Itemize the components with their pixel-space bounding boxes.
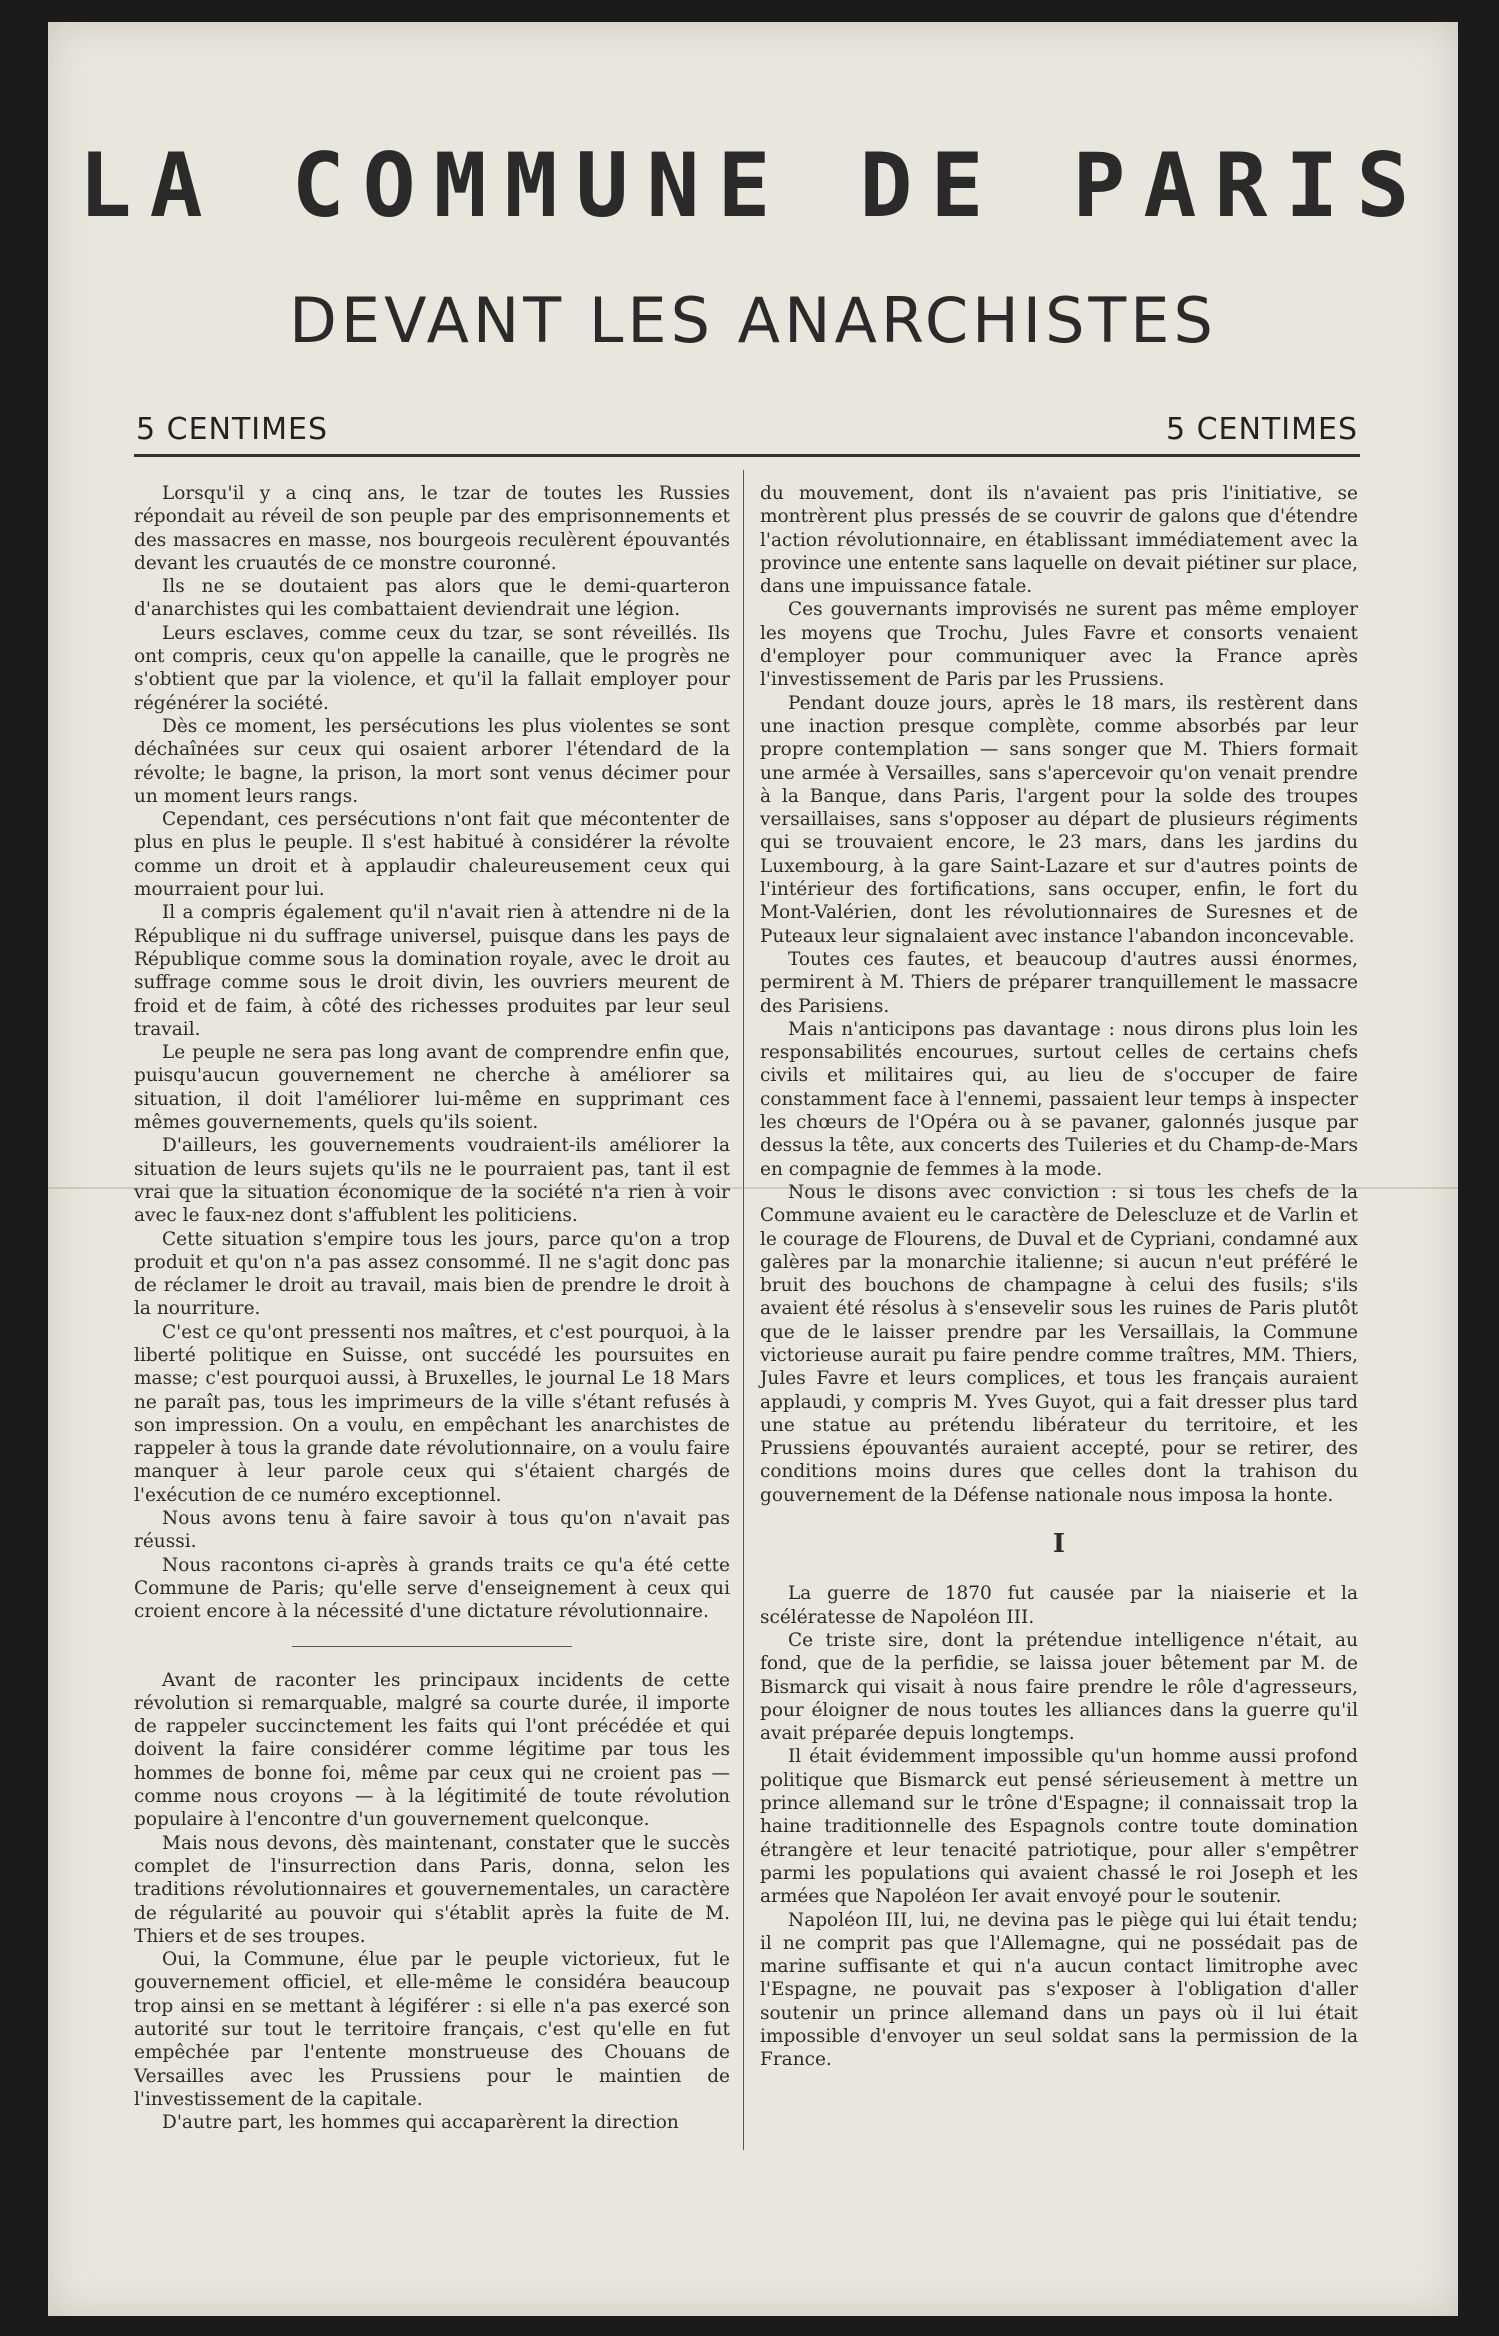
article-paragraph: Leurs esclaves, comme ceux du tzar, se sont réveillés. Ils ont compris, ceux qu'on appelle la canaille, que le progrès ne s'obtient que par la violence, et qu'il la fallait employer pour régénérer la société. <box>134 622 730 714</box>
article-paragraph: Napoléon III, lui, ne devina pas le piège qui lui était tendu; il ne comprit pas que l'Allemagne, qui ne possédait pas de marine suffisante et qui n'a aucun contact limitrophe avec l'Espagne, ne pouvait pas s'exposer à l'obligation d'aller soutenir un prince allemand dans un pays où il lui était impossible d'envoyer un seul soldat sans la permission de la France. <box>760 1909 1358 2071</box>
section-separator <box>292 1646 572 1647</box>
article-paragraph: Cependant, ces persécutions n'ont fait que mécontenter de plus en plus le peuple. Il s'est habitué à considérer la révolte comme un droit et à applaudir chaleureusement ceux qui mourraient pour lui. <box>134 809 730 901</box>
article-paragraph: Nous avons tenu à faire savoir à tous qu'on n'avait pas réussi. <box>134 1508 730 1553</box>
article-paragraph: D'ailleurs, les gouvernements voudraient-ils améliorer la situation de leurs sujets qu'ils ne le pourraient pas, tant il est vrai que la situation économique de la société n'a rien à voir avec le faux-nez dont s'affublent les politiciens. <box>134 1135 730 1227</box>
article-paragraph: Il était évidemment impossible qu'un homme aussi profond politique que Bismarck eut pensé sérieusement à mettre un prince allemand sur le trône d'Espagne; il connaissait trop la haine traditionnelle des Espagnols contre toute domination étrangère et leur tenacité patriotique, pour aller s'empêtrer parmi les populations qui avaient chassé le roi Joseph et les armées que Napoléon Ier avait envoyé pour le soutenir. <box>760 1746 1358 1908</box>
article-paragraph: Le peuple ne sera pas long avant de comprendre enfin que, puisqu'aucun gouvernement ne cherche à améliorer sa situation, il doit l'améliorer lui-même en supprimant ces mêmes gouvernements, quels qu'ils soient. <box>134 1042 730 1134</box>
article-paragraph: Mais n'anticipons pas davantage : nous dirons plus loin les responsabilités encourues, surtout celles de certains chefs civils et militaires qui, au lieu de s'occuper de faire constamment face à l'ennemi, passaient leur temps à inspecter les chœurs de l'Opéra ou à se pavaner, galonnés jusque par dessus la tête, aux concerts des Tuileries et du Champ-de-Mars en compagnie de femmes à la mode. <box>760 1018 1358 1180</box>
article-paragraph: Ils ne se doutaient pas alors que le demi-quarteron d'anarchistes qui les combattaient deviendrait une légion. <box>134 576 730 621</box>
article-paragraph: Ces gouvernants improvisés ne surent pas même employer les moyens que Trochu, Jules Favre et consorts venaient d'employer pour communiquer avec la France après l'investissement de Paris par les Prussiens. <box>760 599 1358 691</box>
newspaper-page <box>48 22 1458 2316</box>
left-column <box>134 482 730 2134</box>
article-paragraph: Avant de raconter les principaux incidents de cette révolution si remarquable, malgré sa courte durée, il importe de rappeler succinctement les faits qui l'ont précédée et qui doivent la faire considérer comme légitime par tous les hommes de bonne foi, même par ceux qui ne croient pas — comme nous croyons — à la légitimité de toute révolution populaire à l'encontre d'un gouvernement quelconque. <box>134 1669 730 1831</box>
article-paragraph: La guerre de 1870 fut causée par la niaiserie et la scélératesse de Napoléon III. <box>760 1583 1358 1628</box>
right-column <box>760 482 1358 2072</box>
article-paragraph: Pendant douze jours, après le 18 mars, ils restèrent dans une inaction presque complète, comme absorbés par leur propre contemplation — sans songer que M. Thiers formait une armée à Versailles, sans s'apercevoir qu'on venait prendre à la Banque, dans Paris, l'argent pour la solde des troupes versaillaises, sans s'opposer au départ de plusieurs régiments qui se trouvaient encore, le 23 mars, dans les jardins du Luxembourg, à la gare Saint-Lazare et sur d'autres points de l'intérieur des fortifications, sans occuper, enfin, le fort du Mont-Valérien, dont les révolutionnaires de Suresnes et de Puteaux leur signalaient avec instance l'abandon inconcevable. <box>760 692 1358 947</box>
page-title: LA COMMUNE DE PARIS <box>78 134 1428 237</box>
article-paragraph: Nous le disons avec conviction : si tous les chefs de la Commune avaient eu le caractère de Delescluze et de Varlin et le courage de Flourens, de Duval et de Cypriani, condamné aux galères par la monarchie italienne; si aucun n'eut préféré le bruit des bouchons de champagne à celui des fusils; s'ils avaient été résolus à s'ensevelir sous les ruines de Paris plutôt que de le laisser prendre par les Versaillais, la Commune victorieuse aurait pu faire pendre comme traîtres, MM. Thiers, Jules Favre et leurs complices, et tous les français auraient applaudi, y compris M. Yves Guyot, qui a fait dresser plus tard une statue au prétendu libérateur du territoire, et les Prussiens épouvantés auraient accepté, pour se retirer, des conditions moins dures que celles dont la trahison du gouvernement de la Défense nationale nous imposa la honte. <box>760 1181 1358 1506</box>
article-paragraph: Il a compris également qu'il n'avait rien à attendre ni de la République ni du suffrage universel, puisque dans les pays de République comme sous la domination royale, avec le droit au suffrage comme sous le droit divin, les ouvriers meurent de froid et de faim, à côté des richesses produites par leur seul travail. <box>134 902 730 1040</box>
article-paragraph: C'est ce qu'ont pressenti nos maîtres, et c'est pourquoi, à la liberté politique en Suisse, ont succédé les poursuites en masse; c'est pourquoi aussi, à Bruxelles, le journal Le 18 Mars ne paraît pas, tous les imprimeurs de la ville s'étant refusés à son impression. On a voulu, en empêchant les anarchistes de rappeler à tous la grande date révolutionnaire, on a voulu faire manquer à leur parole ceux qui s'étaient chargés de l'exécution de ce numéro exceptionnel. <box>134 1321 730 1506</box>
section-heading: I <box>1052 1529 1066 1560</box>
page-subtitle: DEVANT LES ANARCHISTES <box>289 284 1217 357</box>
article-paragraph: Lorsqu'il y a cinq ans, le tzar de toutes les Russies répondait au réveil de son peuple par des emprisonnements et des massacres en masse, nos bourgeois reculèrent épouvantés devant les cruautés de ce monstre couronné. <box>134 483 730 574</box>
article-paragraph: du mouvement, dont ils n'avaient pas pris l'initiative, se montrèrent plus pressés de se couvrir de galons que d'étendre l'action révolutionnaire, en établissant immédiatement avec la province une entente sans laquelle on devait piétiner sur place, dans une impuissance fatale. <box>760 483 1358 598</box>
price-left: 5 CENTIMES <box>136 412 329 447</box>
article-paragraph: Dès ce moment, les persécutions les plus violentes se sont déchaînées sur ceux qui osaient arborer l'étendard de la révolte; le bagne, la prison, la mort sont venus décimer pour un moment leurs rangs. <box>134 715 730 807</box>
article-paragraph: D'autre part, les hommes qui accaparèrent la direction <box>162 2112 679 2134</box>
article-paragraph: Nous racontons ci-après à grands traits ce qu'a été cette Commune de Paris; qu'elle serve d'enseignement à ceux qui croient encore à la nécessité d'une dictature révolutionnaire. <box>134 1554 730 1623</box>
article-paragraph: Oui, la Commune, élue par le peuple victorieux, fut le gouvernement officiel, et elle-même le considéra beaucoup trop ainsi en se mettant à légiférer : si elle n'a pas exercé son autorité sur tout le territoire français, c'est qu'elle en fut empêchée par l'entente monstrueuse des Chouans de Versailles avec les Prussiens pour le maintien de l'investissement de la capitale. <box>134 1949 730 2110</box>
column-divider <box>743 470 744 2150</box>
article-paragraph: Toutes ces fautes, et beaucoup d'autres aussi énormes, permirent à M. Thiers de préparer tranquillement le massacre des Parisiens. <box>760 948 1358 1017</box>
article-paragraph: Mais nous devons, dès maintenant, constater que le succès complet de l'insurrection dans Paris, donna, selon les traditions révolutionnaires et gouvernementales, un caractère de régularité au pouvoir qui s'établit après la fuite de M. Thiers et de ses troupes. <box>134 1832 730 1947</box>
article-paragraph: Cette situation s'empire tous les jours, parce qu'on a trop produit et qu'on n'a pas assez consommé. Il ne s'agit donc pas de réclamer le droit au travail, mais bien de prendre le droit à la nourriture. <box>134 1228 730 1320</box>
header-rule <box>134 454 1360 457</box>
article-paragraph: Ce triste sire, dont la prétendue intelligence n'était, au fond, que de la perfidie, se laissa jouer bêtement par M. de Bismarck qui visait à nous faire prendre le rôle d'agresseurs, pour éloigner de nous toutes les alliances dans la guerre qu'il avait préparée depuis longtemps. <box>760 1629 1358 1745</box>
price-right: 5 CENTIMES <box>1165 412 1358 447</box>
